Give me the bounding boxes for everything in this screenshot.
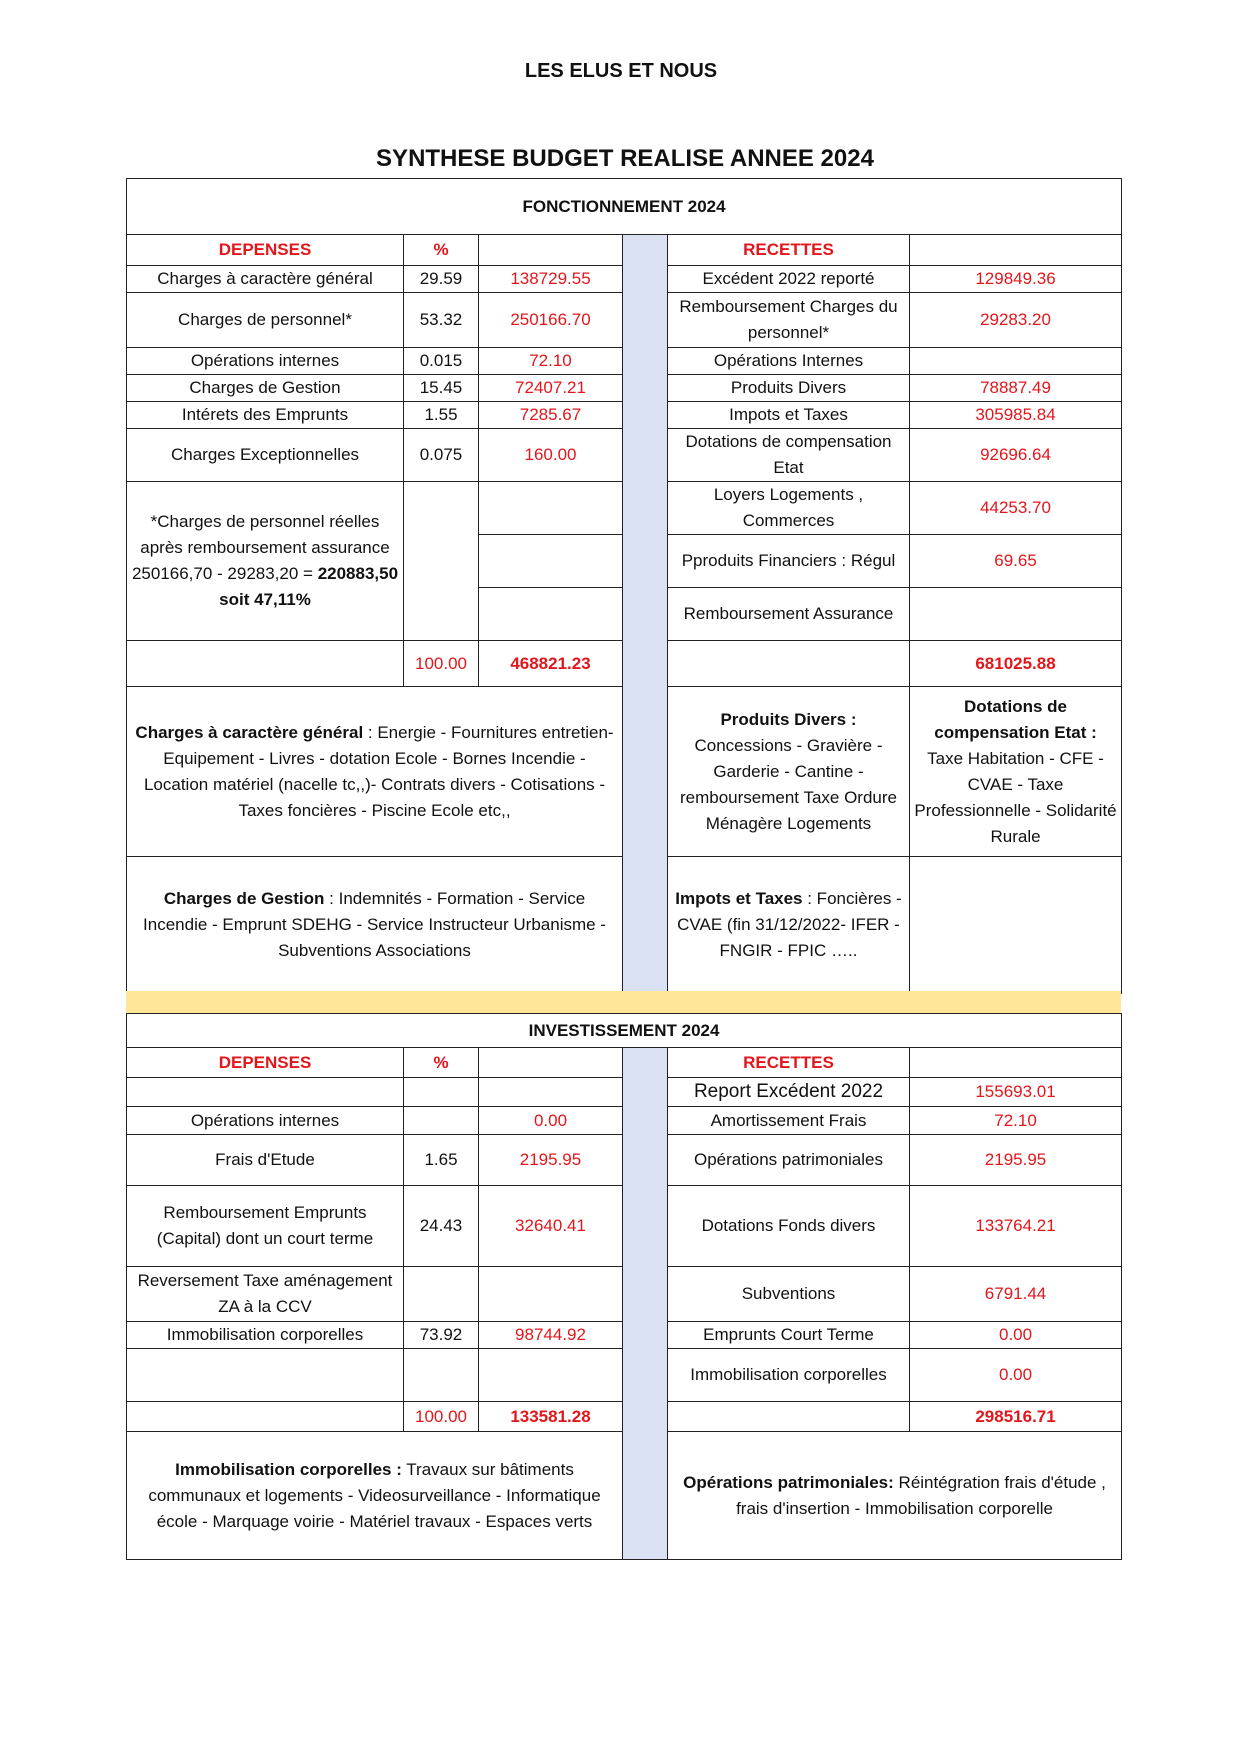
rec-label: Dotations Fonds divers bbox=[668, 1186, 910, 1267]
rec-amount: 129849.36 bbox=[910, 266, 1122, 293]
total-recettes: 681025.88 bbox=[910, 641, 1122, 687]
empty-cell bbox=[668, 1402, 910, 1432]
empty-cell bbox=[404, 482, 479, 641]
total-depenses: 468821.23 bbox=[479, 641, 623, 687]
rec-amount: 2195.95 bbox=[910, 1135, 1122, 1186]
rec-amount bbox=[910, 588, 1122, 641]
dep-label bbox=[127, 1349, 404, 1402]
dep-label: Charges Exceptionnelles bbox=[127, 429, 404, 482]
rec-amount: 133764.21 bbox=[910, 1186, 1122, 1267]
recettes-amount-header bbox=[910, 1048, 1122, 1078]
section-divider-band bbox=[126, 991, 1121, 1013]
dep-label: Opérations internes bbox=[127, 348, 404, 375]
dep-pct bbox=[404, 1349, 479, 1402]
produits-divers-description bbox=[668, 687, 910, 857]
total-depenses: 133581.28 bbox=[479, 1402, 623, 1432]
desc-title: Immobilisation corporelles : bbox=[175, 1459, 402, 1479]
rec-label: Excédent 2022 reporté bbox=[668, 266, 910, 293]
charges-generales-description bbox=[127, 687, 623, 857]
operations-patrimoniales-description bbox=[668, 1432, 1122, 1560]
rec-amount: 29283.20 bbox=[910, 293, 1122, 348]
rec-amount: 0.00 bbox=[910, 1349, 1122, 1402]
total-pct: 100.00 bbox=[404, 1402, 479, 1432]
dep-label: Remboursement Emprunts (Capital) dont un court terme bbox=[127, 1186, 404, 1267]
rec-amount: 44253.70 bbox=[910, 482, 1122, 535]
dep-pct: 0.015 bbox=[404, 348, 479, 375]
dep-label: Reversement Taxe aménagement ZA à la CCV bbox=[127, 1267, 404, 1322]
dotations-description bbox=[910, 687, 1122, 857]
personnel-note bbox=[127, 482, 404, 641]
amount-header bbox=[479, 1048, 623, 1078]
desc-title: Impots et Taxes bbox=[675, 889, 803, 908]
fonctionnement-title: FONCTIONNEMENT 2024 bbox=[127, 179, 1122, 235]
dep-amount: 0.00 bbox=[479, 1107, 623, 1135]
desc-title: Dotations de compensation Etat : bbox=[934, 696, 1097, 742]
column-separator bbox=[623, 235, 668, 994]
percent-header: % bbox=[404, 1048, 479, 1078]
desc-text: Réintégration frais d'étude , frais d'insertion - Immobilisation corporelle bbox=[736, 1472, 1106, 1518]
charges-gestion-description bbox=[127, 857, 623, 994]
rec-label: Dotations de compensation Etat bbox=[668, 429, 910, 482]
total-recettes: 298516.71 bbox=[910, 1402, 1122, 1432]
note-text: *Charges de personnel réelles après remboursement assurance 250166,70 - 29283,20 = bbox=[131, 512, 390, 583]
desc-text: : Energie - Fournitures entretien- Equipement - Livres - dotation Ecole - Bornes Incendie - Location matériel (nacelle tc,,)- Contrats divers - Cotisations - Taxes foncières - Piscine Ecole etc,, bbox=[143, 722, 614, 820]
rec-amount: 69.65 bbox=[910, 535, 1122, 588]
dep-amount: 160.00 bbox=[479, 429, 623, 482]
desc-text: Taxe Habitation - CFE - CVAE - Taxe Professionnelle - Solidarité Rurale bbox=[914, 748, 1117, 846]
empty-cell bbox=[127, 1402, 404, 1432]
dep-label: Charges de Gestion bbox=[127, 375, 404, 402]
rec-amount: 0.00 bbox=[910, 1322, 1122, 1349]
empty-cell bbox=[479, 535, 623, 588]
dep-amount: 98744.92 bbox=[479, 1322, 623, 1349]
dep-pct: 73.92 bbox=[404, 1322, 479, 1349]
amount-header bbox=[479, 235, 623, 266]
empty-cell bbox=[479, 588, 623, 641]
dep-pct: 1.65 bbox=[404, 1135, 479, 1186]
dep-amount: 72.10 bbox=[479, 348, 623, 375]
column-separator bbox=[623, 1048, 668, 1560]
dep-amount bbox=[479, 1267, 623, 1322]
dep-label bbox=[127, 1078, 404, 1107]
dep-label: Immobilisation corporelles bbox=[127, 1322, 404, 1349]
empty-cell bbox=[479, 482, 623, 535]
dep-amount: 32640.41 bbox=[479, 1186, 623, 1267]
dep-amount bbox=[479, 1078, 623, 1107]
desc-text: : Foncières -CVAE (fin 31/12/2022- IFER -FNGIR - FPIC ….. bbox=[677, 889, 902, 960]
rec-label: Produits Divers bbox=[668, 375, 910, 402]
recettes-header: RECETTES bbox=[668, 1048, 910, 1078]
rec-label: Opérations Internes bbox=[668, 348, 910, 375]
desc-title: Opérations patrimoniales: bbox=[683, 1472, 894, 1492]
dep-amount: 138729.55 bbox=[479, 266, 623, 293]
fonctionnement-table bbox=[126, 178, 1122, 994]
dep-label: Frais d'Etude bbox=[127, 1135, 404, 1186]
immobilisation-description bbox=[127, 1432, 623, 1560]
dep-label: Intérets des Emprunts bbox=[127, 402, 404, 429]
dep-label: Charges de personnel* bbox=[127, 293, 404, 348]
document-title: SYNTHESE BUDGET REALISE ANNEE 2024 bbox=[376, 145, 874, 172]
dep-label: Opérations internes bbox=[127, 1107, 404, 1135]
rec-amount: 92696.64 bbox=[910, 429, 1122, 482]
rec-label: Remboursement Charges du personnel* bbox=[668, 293, 910, 348]
investissement-table bbox=[126, 1013, 1122, 1560]
dep-amount: 72407.21 bbox=[479, 375, 623, 402]
rec-label: Immobilisation corporelles bbox=[668, 1349, 910, 1402]
rec-label: Loyers Logements , Commerces bbox=[668, 482, 910, 535]
rec-label: Impots et Taxes bbox=[668, 402, 910, 429]
depenses-header: DEPENSES bbox=[127, 235, 404, 266]
dep-amount: 7285.67 bbox=[479, 402, 623, 429]
total-pct: 100.00 bbox=[404, 641, 479, 687]
rec-label: Emprunts Court Terme bbox=[668, 1322, 910, 1349]
rec-amount: 6791.44 bbox=[910, 1267, 1122, 1322]
dep-pct: 15.45 bbox=[404, 375, 479, 402]
percent-header: % bbox=[404, 235, 479, 266]
desc-text: Concessions - Gravière - Garderie - Cantine - remboursement Taxe Ordure Ménagère Logements bbox=[679, 735, 897, 833]
dep-amount bbox=[479, 1349, 623, 1402]
depenses-header: DEPENSES bbox=[127, 1048, 404, 1078]
dep-pct bbox=[404, 1078, 479, 1107]
rec-amount: 305985.84 bbox=[910, 402, 1122, 429]
desc-text: : Indemnités - Formation - Service Incendie - Emprunt SDEHG - Service Instructeur Urbanisme - Subventions Associations bbox=[143, 889, 606, 960]
empty-cell bbox=[668, 641, 910, 687]
empty-cell bbox=[127, 641, 404, 687]
rec-label: Report Excédent 2022 bbox=[668, 1078, 910, 1107]
dep-pct: 0.075 bbox=[404, 429, 479, 482]
dep-pct bbox=[404, 1267, 479, 1322]
dep-pct: 53.32 bbox=[404, 293, 479, 348]
dep-pct: 24.43 bbox=[404, 1186, 479, 1267]
rec-label: Remboursement Assurance bbox=[668, 588, 910, 641]
rec-label: Opérations patrimoniales bbox=[668, 1135, 910, 1186]
rec-amount: 155693.01 bbox=[910, 1078, 1122, 1107]
page-header: LES ELUS ET NOUS bbox=[524, 60, 718, 82]
desc-title: Charges de Gestion bbox=[163, 889, 325, 908]
rec-label: Subventions bbox=[668, 1267, 910, 1322]
impots-taxes-description bbox=[668, 857, 910, 994]
note-bold: 220883,50 soit 47,11% bbox=[219, 564, 399, 609]
investissement-title: INVESTISSEMENT 2024 bbox=[127, 1014, 1122, 1048]
dep-pct: 1.55 bbox=[404, 402, 479, 429]
dep-pct bbox=[404, 1107, 479, 1135]
desc-title: Charges à caractère général bbox=[135, 722, 364, 742]
rec-amount bbox=[910, 348, 1122, 375]
desc-text: Travaux sur bâtiments communaux et logements - Videosurveillance - Informatique école - Marquage voirie - Matériel travaux - Espaces verts bbox=[148, 1459, 601, 1531]
empty-cell bbox=[910, 857, 1122, 994]
dep-pct: 29.59 bbox=[404, 266, 479, 293]
dep-amount: 2195.95 bbox=[479, 1135, 623, 1186]
dep-amount: 250166.70 bbox=[479, 293, 623, 348]
dep-label: Charges à caractère général bbox=[127, 266, 404, 293]
rec-amount: 72.10 bbox=[910, 1107, 1122, 1135]
rec-label: Pproduits Financiers : Régul bbox=[668, 535, 910, 588]
recettes-amount-header bbox=[910, 235, 1122, 266]
desc-title: Produits Divers : bbox=[720, 709, 857, 729]
recettes-header: RECETTES bbox=[668, 235, 910, 266]
rec-label: Amortissement Frais bbox=[668, 1107, 910, 1135]
rec-amount: 78887.49 bbox=[910, 375, 1122, 402]
